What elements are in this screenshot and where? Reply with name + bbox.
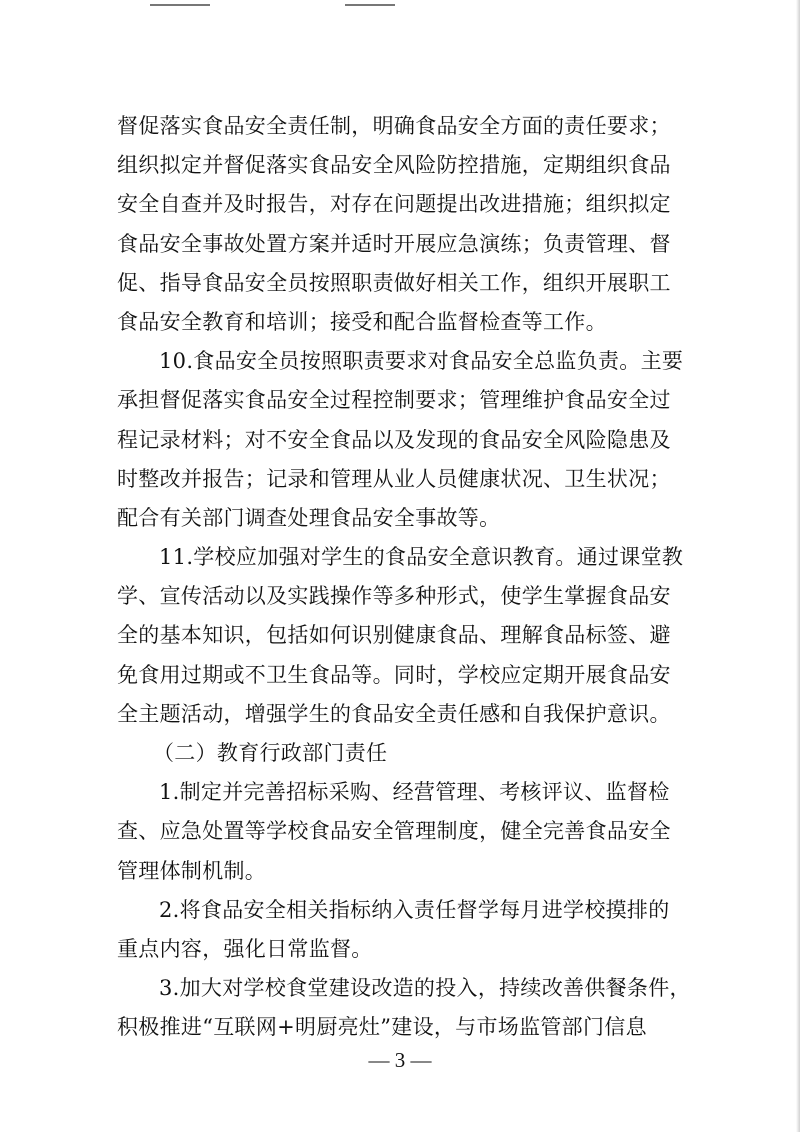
section-heading: （二）教育行政部门责任	[153, 741, 388, 765]
text-line: 全主题活动，增强学生的食品安全责任感和自我保护意识。	[117, 701, 671, 726]
text-line: 食品安全事故处置方案并适时开展应急演练；负责管理、督	[117, 231, 671, 256]
text-line: 免食用过期或不卫生食品等。同时，学校应定期开展食品安	[117, 662, 671, 687]
text-line: 食品安全教育和培训；接受和配合监督检查等工作。	[117, 309, 607, 334]
page-number: — 3 —	[368, 1048, 432, 1072]
text-line: 1.制定并完善招标采购、经营管理、考核评议、监督检	[159, 780, 670, 805]
text-line: 组织拟定并督促落实食品安全风险防控措施，定期组织食品	[117, 153, 671, 178]
top-scan-mark-left	[150, 4, 210, 6]
text-line: 安全自查并及时报告，对存在问题提出改进措施；组织拟定	[117, 192, 671, 217]
document-body	[117, 107, 691, 1048]
text-line: 学、宣传活动以及实践操作等多种形式，使学生掌握食品安	[117, 584, 671, 609]
scan-edge-shadow	[796, 0, 800, 1132]
text-line: 时整改并报告；记录和管理从业人员健康状况、卫生状况；	[117, 466, 671, 491]
text-line: 程记录材料；对不安全食品以及发现的食品安全风险隐患及	[117, 427, 671, 452]
text-line: 积极推进“互联网+明厨亮灶”建设，与市场监管部门信息	[117, 1015, 647, 1040]
text-line: 2.将食品安全相关指标纳入责任督学每月进学校摸排的	[159, 897, 670, 922]
text-line: 查、应急处置等学校食品安全管理制度，健全完善食品安全	[117, 819, 671, 844]
text-line: 重点内容，强化日常监督。	[117, 936, 373, 961]
text-line: 10.食品安全员按照职责要求对食品安全总监负责。主要	[159, 349, 684, 374]
text-line: 11.学校应加强对学生的食品安全意识教育。通过课堂教	[159, 545, 684, 570]
top-scan-mark-right	[345, 4, 395, 6]
text-line: 3.加大对学校食堂建设改造的投入，持续改善供餐条件，	[159, 976, 691, 1001]
text-line: 配合有关部门调查处理食品安全事故等。	[117, 505, 501, 530]
text-line: 促、指导食品安全员按照职责做好相关工作，组织开展职工	[117, 270, 671, 295]
text-line: 承担督促落实食品安全过程控制要求；管理维护食品安全过	[117, 388, 671, 413]
text-line: 管理体制机制。	[117, 858, 267, 883]
text-line: 督促落实食品安全责任制，明确食品安全方面的责任要求；	[117, 114, 671, 138]
text-line: 全的基本知识，包括如何识别健康食品、理解食品标签、避	[117, 623, 671, 648]
